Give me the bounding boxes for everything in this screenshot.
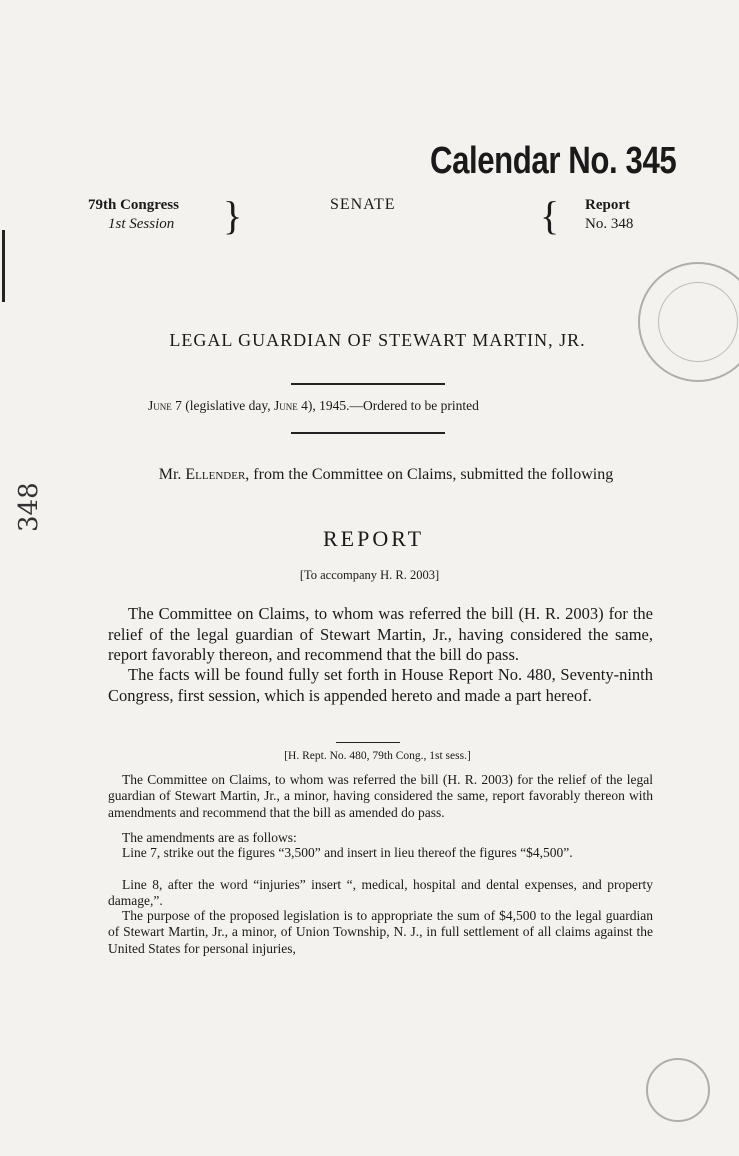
header-row <box>88 193 648 240</box>
house-paragraph-referral: The Committee on Claims, to whom was referred the bill (H. R. 2003) for the relief of the legal guardian of Stewart Martin, Jr., a minor, having considered the same, report favorably thereon with amendments and recommend that the bill as amended do pass. <box>108 772 653 820</box>
accompany-line: [To accompany H. R. 2003] <box>299 568 440 582</box>
divider-rule <box>291 432 445 434</box>
house-paragraph-purpose: The purpose of the proposed legislation is to appropriate the sum of $4,500 to the legal guardian of Stewart Martin, Jr., a minor, of Union Township, N. J., in full settlement of all claims against the United States for personal injuries, <box>108 908 653 956</box>
left-brace: } <box>223 193 243 238</box>
house-paragraph-line7: Line 7, strike out the figures “3,500” and insert in lieu thereof the figures “$4,500”. <box>122 845 573 860</box>
divider-rule <box>291 383 445 385</box>
library-stamp <box>638 262 739 382</box>
paragraph-facts: The facts will be found fully set forth in House Report No. 480, Seventy-ninth Congress, first session, which is appended hereto and made a part hereof. <box>108 665 653 705</box>
document-title: LEGAL GUARDIAN OF STEWART MARTIN, JR. <box>169 330 586 350</box>
handwritten-number: 348 <box>14 482 44 532</box>
divider-rule-short <box>336 742 400 743</box>
ordered-line <box>148 398 608 414</box>
congress-number: 79th Congress <box>88 197 179 213</box>
ordered-suffix: ), 1945.—Ordered to be printed <box>307 398 479 413</box>
paragraph-referral: The Committee on Claims, to whom was referred the bill (H. R. 2003) for the relief of the legal guardian of Stewart Martin, Jr., having considered the same, report favorably thereon, and recommend that the bill do pass. <box>108 604 653 664</box>
ordered-month-1: June 7 <box>148 398 182 413</box>
congress-info <box>88 196 179 234</box>
archive-stamp <box>646 1058 710 1122</box>
report-number: No. 348 <box>585 216 634 232</box>
right-brace: { <box>540 193 560 238</box>
report-number-block <box>585 196 633 234</box>
senator-name: Ellender <box>185 466 246 483</box>
senate-label: SENATE <box>330 196 396 213</box>
calendar-number: Calendar No. 345 <box>430 140 677 182</box>
house-paragraph-line8: Line 8, after the word “injuries” insert “, medical, hospital and dental expenses, and property damage,”. <box>108 877 653 909</box>
house-paragraph-amendments: The amendments are as follows: <box>122 830 297 845</box>
page-edge-mark <box>2 230 5 302</box>
report-heading: REPORT <box>322 526 425 551</box>
ordered-month-2: June 4 <box>274 398 308 413</box>
submitted-line <box>120 464 652 486</box>
submitted-suffix: , from the Committee on Claims, submitted the following <box>245 466 614 483</box>
session: 1st Session <box>108 216 175 232</box>
ordered-mid: (legislative day, <box>181 398 274 413</box>
submitted-prefix: Mr. <box>158 466 186 483</box>
report-label: Report <box>585 197 630 213</box>
house-report-reference: [H. Rept. No. 480, 79th Cong., 1st sess.] <box>284 750 471 762</box>
